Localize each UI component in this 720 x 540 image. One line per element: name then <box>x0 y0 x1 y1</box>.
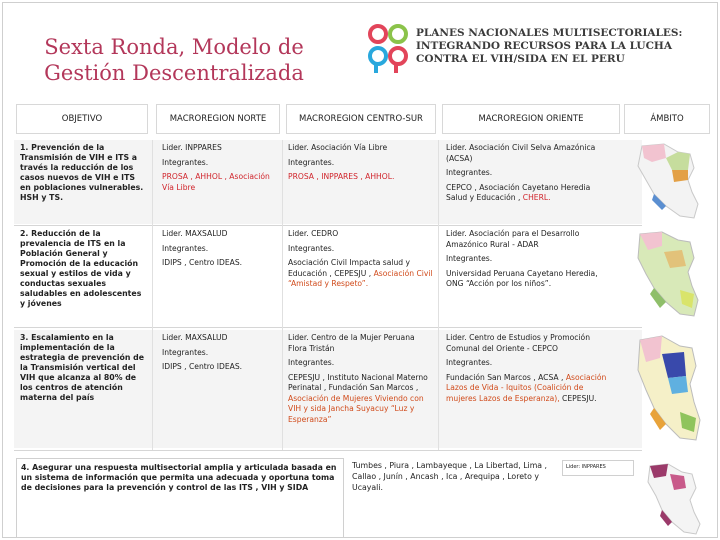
row-2-norte <box>162 229 278 273</box>
row-3-norte-integrantes: IDIPS , Centro IDEAS. <box>162 362 243 371</box>
row-1-norte <box>162 143 278 197</box>
row-3-oriente-integrantes: Fundación San Marcos , ACSA , <box>446 372 566 382</box>
row-3-centro-sur-lider: Lider. Centro de la Mujer Peruana Flora Tristán <box>288 333 415 353</box>
row-1-centro-sur-integrantes: PROSA , INPPARES , AHHOL. <box>288 172 395 181</box>
row-1-oriente-integrantes-highlight: CHERL. <box>522 193 551 202</box>
column-separator <box>152 140 153 450</box>
bottom-objective: 4. Asegurar una respuesta multisectorial amplia y articulada basada en un sistema de información que permita una adecuada y oportuna toma de decisiones para la prevención y control de las ITS , VIH y SIDA <box>21 463 337 492</box>
row-3-centro-sur <box>288 333 434 429</box>
row-3-objective: 3. Escalamiento en la implementación de la estrategia de prevención de la Transmisión vertical del VIH que alcanza al 80% de los centros de atención materna del país <box>20 333 145 402</box>
row-2-centro-sur <box>288 229 434 294</box>
column-separator <box>438 140 439 450</box>
row-2-centro-sur-integrantes: Asociación Civil Impacta salud y Educación , CEPESJU , <box>288 258 411 278</box>
row-3-norte <box>162 333 278 377</box>
row-1-objective: 1. Prevención de la Transmisión de VIH e ITS a través la reducción de los casos nuevos de VIH e ITS en poblaciones vulnerables. HSH y TS. <box>20 143 144 202</box>
row-3-oriente-integrantes-tail: CEPESJU. <box>562 393 597 403</box>
row-1-norte-integrantes: PROSA , AHHOL , Asociación Vía Libre <box>162 172 270 192</box>
row-3-oriente-integrantes-highlight: Asociación Lazos de Vida - Iquitos (Coalición de mujeres Lazos de Esperanza), <box>446 372 607 403</box>
map-peru-icon <box>628 228 706 324</box>
header-norte-label: MACROREGION NORTE <box>169 114 267 124</box>
row-2-norte-lider: Lider. MAXSALUD <box>162 229 228 238</box>
row-1-centro-sur-integrantes-label: Integrantes. <box>288 157 335 167</box>
row-1-centro-sur-lider: Lider. Asociación Vía Libre <box>288 143 388 152</box>
row-3-oriente-lider: Lider. Centro de Estudios y Promoción Comunal del Oriente - CEPCO <box>446 333 591 353</box>
row-1-centro-sur <box>288 143 434 187</box>
subtitle-line-2: INTEGRANDO RECURSOS PARA LA LUCHA <box>416 40 672 52</box>
title-line-1: Sexta Ronda, Modelo de <box>44 35 304 59</box>
row-3-norte-lider: Lider. MAXSALUD <box>162 333 228 342</box>
header-centro-sur <box>286 104 436 134</box>
row-2-norte-integrantes: IDIPS , Centro IDEAS. <box>162 258 243 267</box>
map-peru-icon <box>640 460 706 536</box>
header-norte <box>156 104 280 134</box>
subtitle-line-1: PLANES NACIONALES MULTISECTORIALES: <box>416 27 683 39</box>
header-oriente <box>442 104 620 134</box>
map-peru-icon <box>628 140 706 224</box>
row-3-norte-integrantes-label: Integrantes. <box>162 347 209 357</box>
row-3-oriente-integrantes-label: Integrantes. <box>446 358 493 367</box>
row-2-centro-sur-lider: Lider. CEDRO <box>288 229 339 238</box>
header-objetivo <box>16 104 148 134</box>
bottom-lider-box <box>562 460 634 476</box>
row-1-oriente <box>446 143 608 208</box>
header-oriente-label: MACROREGION ORIENTE <box>478 114 584 124</box>
row-2-oriente <box>446 229 608 294</box>
bottom-regions: Tumbes , Piura , Lambayeque , La Libertad, Lima , Callao , Junín , Ancash , Ica , Arequipa , Loreto y Ucayali. <box>352 461 548 492</box>
row-1-oriente-integrantes: CEPCO , Asociación Cayetano Heredia Salud y Educación , <box>446 182 591 202</box>
column-separator <box>282 140 283 450</box>
subtitle-line-3: CONTRA EL VIH/SIDA EN EL PERU <box>416 53 625 65</box>
slide-subtitle <box>416 27 708 66</box>
row-1-oriente-integrantes-label: Integrantes. <box>446 168 493 177</box>
bottom-lider-label: Lider: INPPARES <box>566 464 606 470</box>
header-ambito-label: ÁMBITO <box>650 114 684 124</box>
row-separator <box>14 450 642 451</box>
row-1-norte-lider: Lider. INPPARES <box>162 143 222 152</box>
row-separator <box>14 225 642 226</box>
header-ambito <box>624 104 710 134</box>
row-3-centro-sur-integrantes-highlight: Asociación de Mujeres Viviendo con VIH y sida Jancha Suyacuy “Luz y Esperanza” <box>288 393 424 424</box>
row-2-objective: 2. Reducción de la prevalencia de ITS en la Población General y Promoción de la educación sexual y estilos de vida y conductas sexuales saludables en adolescentes y jóvenes <box>20 229 142 308</box>
map-peru-icon <box>628 332 706 448</box>
row-separator <box>14 327 642 328</box>
row-3-oriente <box>446 333 608 408</box>
header-centro-sur-label: MACROREGION CENTRO-SUR <box>299 114 423 124</box>
row-3-centro-sur-integrantes: CEPESJU , Instituto Nacional Materno Perinatal , Fundación San Marcos , <box>288 372 428 392</box>
slide-title <box>24 34 324 86</box>
row-2-oriente-lider: Lider. Asociación para el Desarrollo Amazónico Rural - ADAR <box>446 229 580 249</box>
row-1-oriente-lider: Lider. Asociación Civil Selva Amazónica (ACSA) <box>446 143 596 163</box>
row-3-centro-sur-integrantes-label: Integrantes. <box>288 358 335 367</box>
row-2-centro-sur-integrantes-highlight: Asociación Civil “Amistad y Respeto”. <box>288 268 433 288</box>
row-1-norte-integrantes-label: Integrantes. <box>162 157 209 167</box>
row-2-oriente-integrantes-label: Integrantes. <box>446 254 493 263</box>
header-objetivo-label: OBJETIVO <box>61 114 103 124</box>
bottom-objective-box <box>16 458 344 538</box>
organization-logo-icon <box>364 20 412 74</box>
row-2-oriente-integrantes: Universidad Peruana Cayetano Heredia, ONG “Acción por los niños”. <box>446 268 598 288</box>
row-2-centro-sur-integrantes-label: Integrantes. <box>288 243 335 253</box>
title-line-2: Gestión Descentralizada <box>44 61 304 85</box>
row-2-norte-integrantes-label: Integrantes. <box>162 243 209 253</box>
